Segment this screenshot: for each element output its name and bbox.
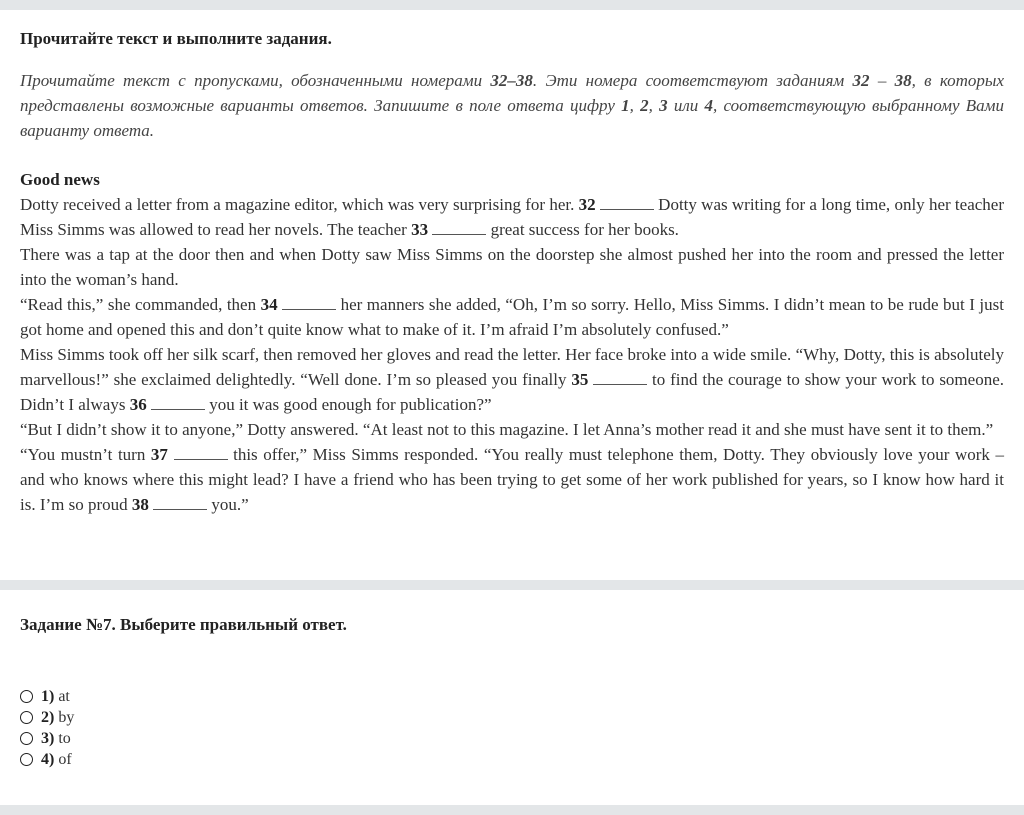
story-paragraph: Miss Simms took off her silk scarf, then removed her gloves and read the letter. Her face broke into a wide smile. “Why, Dotty, this is absolutely marvellous!” she exclaimed delightedly. “Well done. I’m so pleased you finally 35 to find the courage to show your work to someone. Didn’t I always 36 you it was good enough for publication?” <box>20 345 1004 414</box>
gap-number: 35 <box>571 370 589 389</box>
gap-blank <box>600 195 654 210</box>
story-paragraph: There was a tap at the door then and when Dotty saw Miss Simms on the doorstep she almost pushed her into the room and pressed the letter into the woman’s hand. <box>20 245 1004 289</box>
task-heading: Прочитайте текст и выполните задания. <box>20 29 332 48</box>
story-paragraph: “But I didn’t show it to anyone,” Dotty answered. “At least not to this magazine. I let Anna’s mother read it and she must have sent it to them.” <box>20 420 994 439</box>
gap-number: 33 <box>411 220 429 239</box>
option-text: to <box>58 730 71 747</box>
option-number: 1) <box>41 688 55 705</box>
answer-option-2[interactable] <box>20 707 1004 728</box>
radio-button[interactable] <box>20 690 33 703</box>
story-paragraph: “Read this,” she commanded, then 34 her manners she added, “Oh, I’m so sorry. Hello, Miss Simms. I didn’t mean to be rude but I just got home and opened this and don’t quite know what to make of it. I’m afraid I’m absolutely confused.” <box>20 295 1004 339</box>
story-title: Good news <box>20 170 100 189</box>
story-paragraph: Dotty received a letter from a magazine editor, which was very surprising for her. 32 Dotty was writing for a long time, only her teacher Miss Simms was allowed to read her novels. The teacher 33 great success for her books. <box>20 195 1005 239</box>
reading-task-card <box>0 10 1024 580</box>
gap-number: 36 <box>129 395 147 414</box>
option-number: 4) <box>41 751 55 768</box>
gap-blank <box>593 370 647 385</box>
answer-option-1[interactable] <box>20 686 1004 707</box>
gap-number: 34 <box>260 295 278 314</box>
radio-button[interactable] <box>20 711 33 724</box>
gap-blank <box>174 445 228 460</box>
option-text: at <box>58 688 70 705</box>
gap-blank <box>151 395 205 410</box>
task-instruction: Прочитайте текст с пропусками, обозначенными номерами 32–38. Эти номера соответствуют заданиям 32 – 38, в которых представлены возможные варианты ответов. Запишите в поле ответа цифру 1, 2, 3 или 4, соответствующую выбранному Вами варианту ответа. <box>20 71 1005 140</box>
gap-blank <box>153 495 207 510</box>
gap-number: 32 <box>578 195 596 214</box>
question-card <box>0 590 1024 805</box>
gap-number: 37 <box>150 445 168 464</box>
question-heading: Задание №7. Выберите правильный ответ. <box>20 615 347 634</box>
gap-blank <box>432 220 486 235</box>
gap-number: 38 <box>131 495 149 514</box>
option-text: of <box>58 751 72 768</box>
answer-option-3[interactable] <box>20 728 1004 749</box>
story-text <box>20 192 1004 517</box>
option-text: by <box>58 709 75 726</box>
option-number: 3) <box>41 730 55 747</box>
answer-options <box>20 686 1004 770</box>
option-number: 2) <box>41 709 55 726</box>
gap-blank <box>282 295 336 310</box>
radio-button[interactable] <box>20 732 33 745</box>
story-paragraph: “You mustn’t turn 37 this offer,” Miss Simms responded. “You really must telephone them, Dotty. They obviously love your work – and who knows where this might lead? I have a friend who has been trying to get some of her work published for years, so I know how hard it is. I’m so proud 38 you.” <box>20 445 1004 514</box>
radio-button[interactable] <box>20 753 33 766</box>
answer-option-4[interactable] <box>20 749 1004 770</box>
